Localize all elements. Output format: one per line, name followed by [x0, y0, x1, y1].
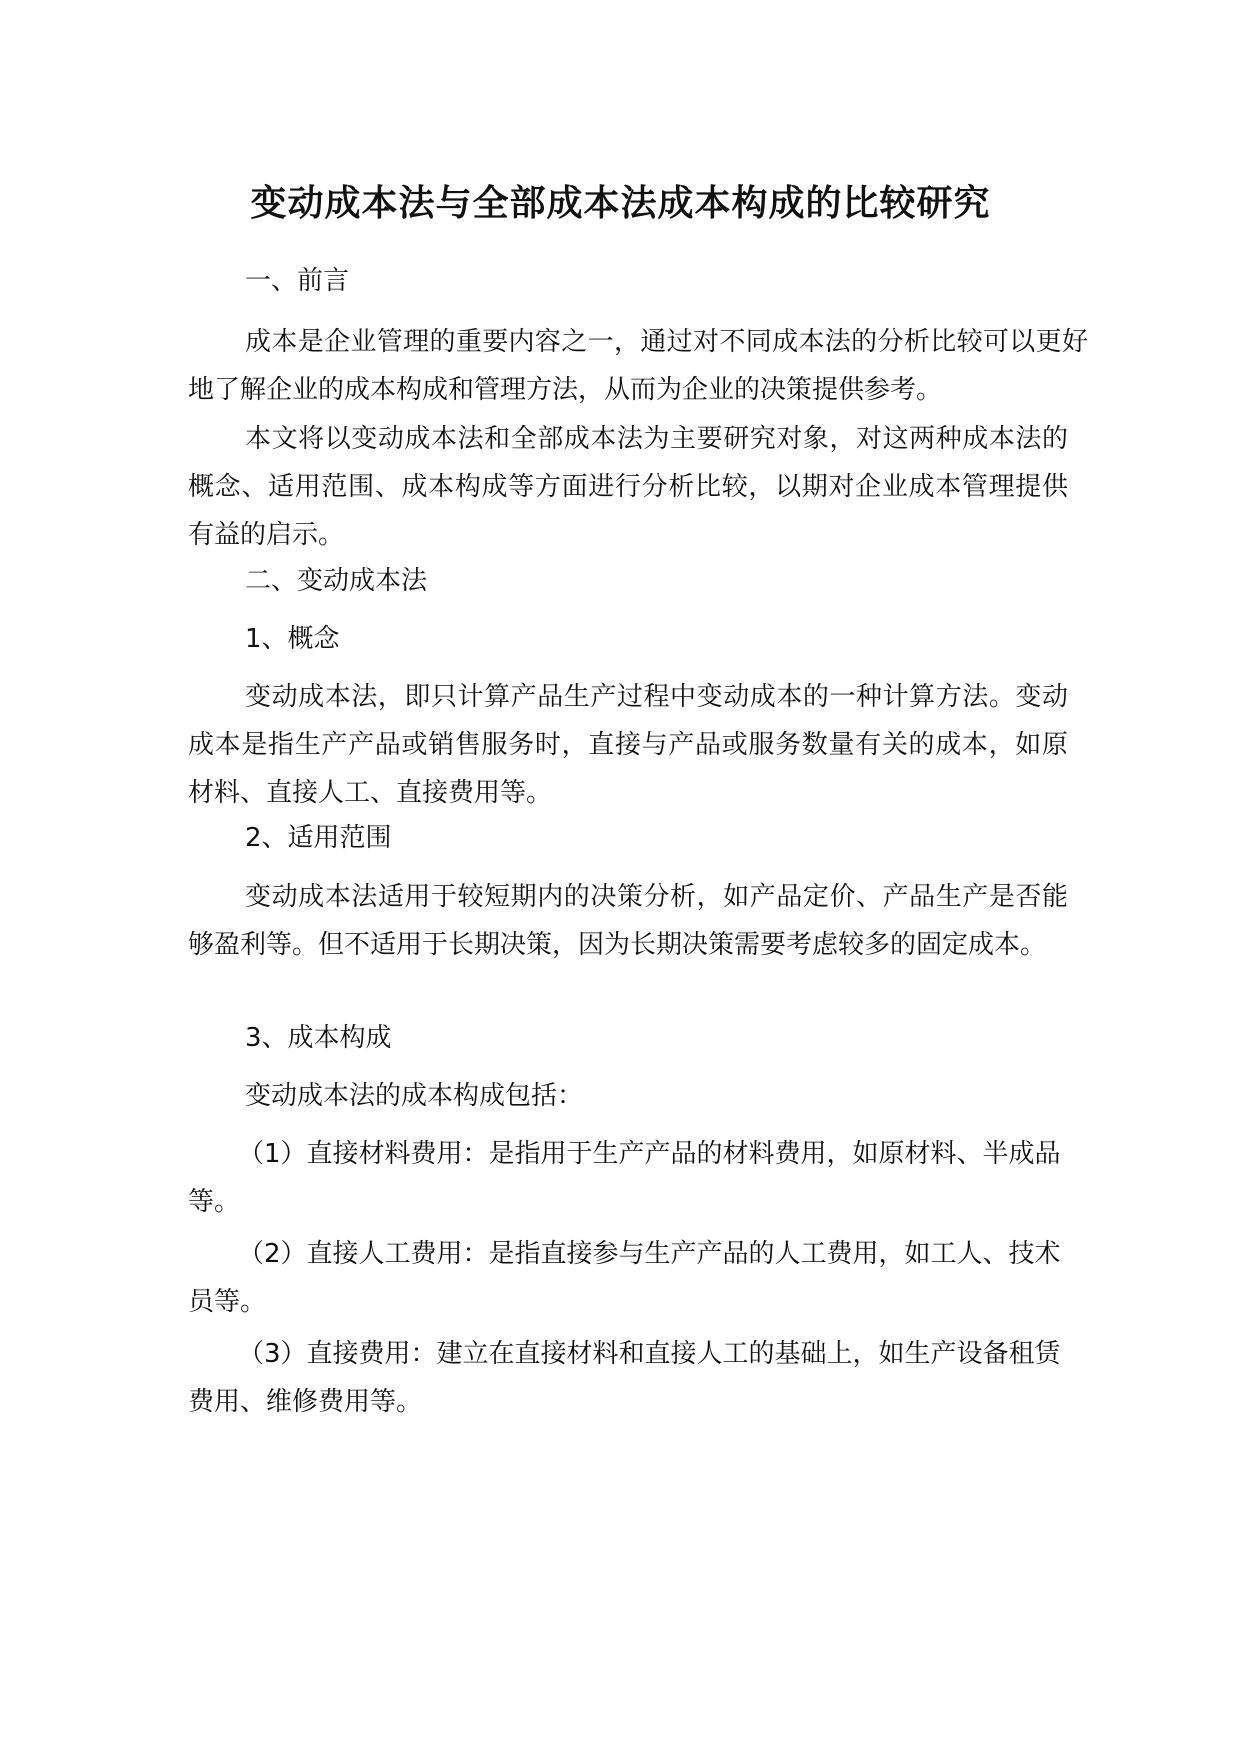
list-item-direct-materials: （1）直接材料费用：是指用于生产产品的材料费用，如原材料、半成品等。	[188, 1139, 1061, 1217]
paragraph-composition-intro: 变动成本法的成本构成包括：	[245, 1081, 584, 1111]
subheading-concept: 1、概念	[245, 624, 340, 654]
list-item-direct-labor: （2）直接人工费用：是指直接参与生产产品的人工费用，如工人、技术员等。	[188, 1239, 1061, 1317]
section-heading-intro: 一、前言	[245, 266, 350, 296]
paragraph-scope: 变动成本法适用于较短期内的决策分析，如产品定价、产品生产是否能够盈利等。但不适用于长期决策，因为长期决策需要考虑较多的固定成本。	[188, 882, 1068, 960]
list-item-direct-expenses: （3）直接费用：建立在直接材料和直接人工的基础上，如生产设备租赁费用、维修费用等。	[188, 1339, 1061, 1417]
paragraph-intro-2: 本文将以变动成本法和全部成本法为主要研究对象，对这两种成本法的概念、适用范围、成本构成等方面进行分析比较，以期对企业成本管理提供有益的启示。	[188, 424, 1068, 550]
section-heading-variable-costing: 二、变动成本法	[245, 566, 428, 596]
paragraph-concept: 变动成本法，即只计算产品生产过程中变动成本的一种计算方法。变动成本是指生产产品或销售服务时，直接与产品或服务数量有关的成本，如原材料、直接人工、直接费用等。	[188, 682, 1068, 808]
subheading-composition: 3、成本构成	[245, 1023, 392, 1053]
document-title: 变动成本法与全部成本法成本构成的比较研究	[250, 183, 991, 224]
paragraph-intro-1: 成本是企业管理的重要内容之一，通过对不同成本法的分析比较可以更好地了解企业的成本构成和管理方法，从而为企业的决策提供参考。	[188, 327, 1088, 405]
subheading-scope: 2、适用范围	[245, 823, 392, 853]
